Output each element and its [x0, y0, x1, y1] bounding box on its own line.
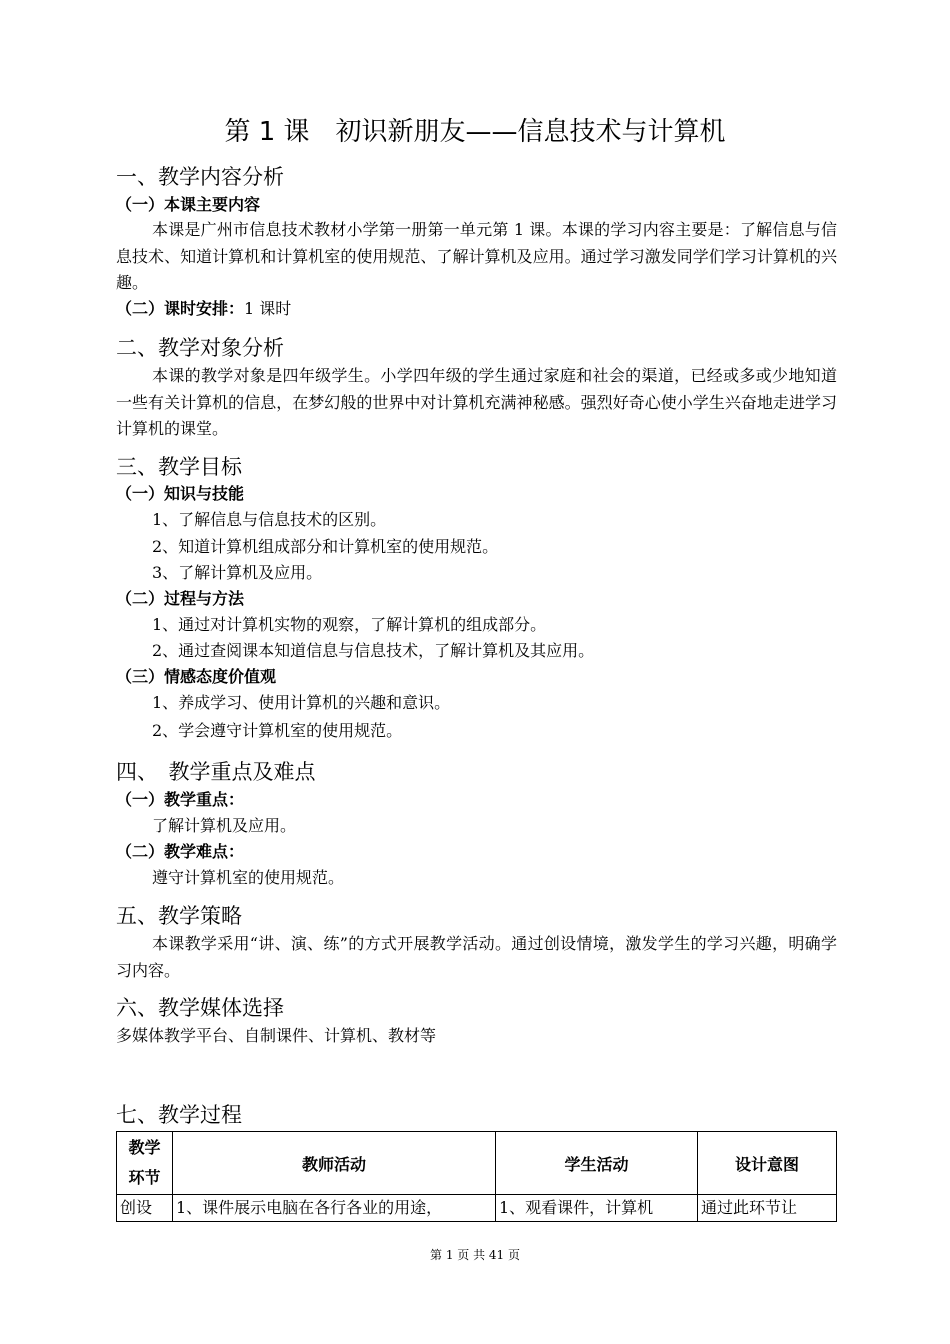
- header-stage: [117, 1132, 173, 1195]
- section-5-paragraph: 本课教学采用“讲、演、练”的方式开展教学活动。通过创设情境，激发学生的学习兴趣，明确学习内容。: [116, 934, 837, 980]
- section-2-paragraph: 本课的教学对象是四年级学生。小学四年级的学生通过家庭和社会的渠道，已经或多或少地知道一些有关计算机的信息，在梦幻般的世界中对计算机充满神秘感。强烈好奇心使小学生兴奋地走进学习计算机的课堂。: [116, 366, 837, 438]
- difficulty-text: 遵守计算机室的使用规范。: [152, 868, 345, 887]
- section-5-heading: 五、教学策略: [116, 904, 242, 928]
- list-item: 2、知道计算机组成部分和计算机室的使用规范。: [152, 537, 499, 556]
- section-3-sub-2-heading: （二）过程与方法: [116, 589, 245, 608]
- section-1-heading: 一、教学内容分析: [116, 165, 284, 189]
- table-cell: 创设: [117, 1195, 173, 1222]
- section-1-paragraph: 本课是广州市信息技术教材小学第一册第一单元第 1 课。本课的学习内容主要是：了解信息与信息技术、知道计算机和计算机室的使用规范、了解计算机及应用。通过学习激发同学们学习计算机的兴趣。: [116, 220, 837, 292]
- list-item: 1、养成学习、使用计算机的兴趣和意识。: [152, 693, 451, 712]
- list-item: 2、学会遵守计算机室的使用规范。: [152, 721, 403, 740]
- section-3-heading: 三、教学目标: [116, 455, 242, 479]
- list-item: 3、了解计算机及应用。: [152, 563, 323, 582]
- table-row: [117, 1195, 837, 1222]
- section-6-heading: 六、教学媒体选择: [116, 996, 284, 1020]
- list-item: 2、通过查阅课本知道信息与信息技术，了解计算机及其应用。: [152, 641, 595, 660]
- list-item: 1、通过对计算机实物的观察，了解计算机的组成部分。: [152, 615, 547, 634]
- table-header-row: [117, 1132, 837, 1195]
- page-number-footer: 第 1 页 共 41 页: [430, 1248, 520, 1262]
- header-teacher-activity: 教师活动: [173, 1132, 496, 1195]
- section-1-sub-2-heading: [116, 297, 291, 321]
- header-design-intent: 设计意图: [698, 1132, 837, 1195]
- list-item: 1、了解信息与信息技术的区别。: [152, 510, 387, 529]
- table-cell: 通过此环节让: [698, 1195, 837, 1222]
- header-stage-line-1: 教学: [128, 1138, 161, 1157]
- section-2-heading: 二、教学对象分析: [116, 336, 284, 360]
- table-cell: 1、观看课件，计算机: [496, 1195, 698, 1222]
- section-4-sub-2-heading: （二）教学难点：: [116, 842, 245, 861]
- table-cell: 1、课件展示电脑在各行各业的用途，: [173, 1195, 496, 1222]
- teaching-process-table: [116, 1131, 837, 1222]
- header-student-activity: 学生活动: [496, 1132, 698, 1195]
- media-list: 多媒体教学平台、自制课件、计算机、教材等: [116, 1026, 437, 1045]
- class-hours-label: （二）课时安排：: [116, 299, 245, 318]
- section-1-sub-1-heading: （一）本课主要内容: [116, 195, 261, 214]
- lesson-title: 第 1 课 初识新朋友——信息技术与计算机: [224, 117, 726, 147]
- section-4-heading: 四、 教学重点及难点: [116, 760, 316, 784]
- header-stage-line-2: 环节: [128, 1168, 161, 1187]
- section-7-heading: 七、教学过程: [116, 1103, 242, 1127]
- class-hours-value: 1 课时: [244, 299, 292, 318]
- section-3-sub-3-heading: （三）情感态度价值观: [116, 667, 277, 686]
- key-point-text: 了解计算机及应用。: [152, 816, 297, 835]
- section-4-sub-1-heading: （一）教学重点：: [116, 790, 245, 809]
- section-3-sub-1-heading: （一）知识与技能: [116, 484, 245, 503]
